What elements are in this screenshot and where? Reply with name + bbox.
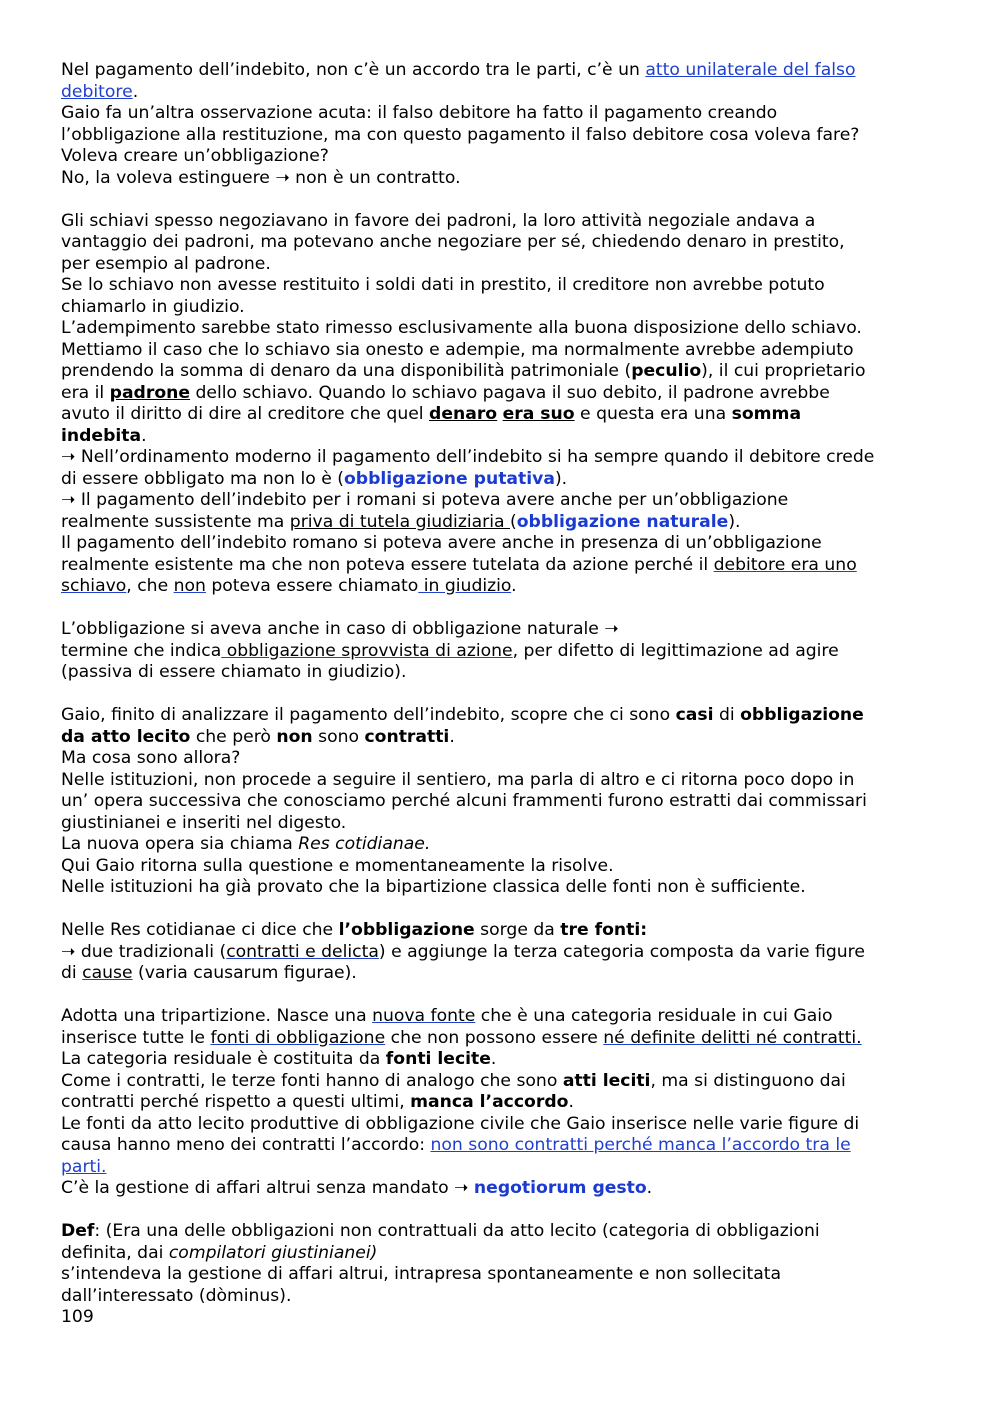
text-segment: obbligazione [740, 705, 864, 725]
text-segment: né definite delitti né contratti. [603, 1027, 862, 1048]
paragraph-gap [61, 899, 941, 921]
text-line [61, 705, 941, 727]
text-segment: atti leciti [562, 1070, 651, 1091]
text-line [61, 447, 941, 469]
text-segment: definita, dai [61, 1242, 169, 1263]
text-segment: Come i contratti, le terze fonti hanno di analogo che sono [61, 1070, 563, 1091]
text-segment: somma [731, 404, 802, 424]
text-line [61, 963, 941, 985]
hyperlink[interactable]: parti. [61, 1156, 107, 1177]
text-segment: obbligazione naturale [516, 511, 729, 532]
paragraph-gap [61, 985, 941, 1007]
text-segment: casi [675, 705, 714, 725]
text-line [61, 211, 941, 233]
text-segment: e questa era una [574, 404, 732, 424]
text-segment: debitore era uno [713, 554, 857, 575]
text-segment: in giudizio [418, 576, 512, 596]
text-segment: , ma si distinguono dai [650, 1070, 846, 1091]
text-line [61, 1178, 941, 1200]
text-line [61, 383, 941, 405]
text-segment: inserisce tutte le [61, 1027, 211, 1048]
text-segment: L’obbligazione si aveva anche in caso di obbligazione naturale ➝ [61, 619, 619, 639]
text-line [61, 1028, 941, 1050]
text-line [61, 254, 941, 276]
text-segment: chiamarlo in giudizio. [61, 296, 245, 317]
text-line [61, 490, 941, 512]
text-segment: ), il cui proprietario [701, 361, 866, 381]
text-line [61, 60, 941, 82]
text-line [61, 727, 941, 749]
text-segment: Mettiamo il caso che lo schiavo sia onesto e adempie, ma normalmente avrebbe adempiuto [61, 339, 854, 360]
text-line [61, 1092, 941, 1114]
page-number: 109 [61, 1307, 94, 1327]
text-segment: Il pagamento dell’indebito romano si poteva avere anche in presenza di un’obbligazione [61, 533, 822, 553]
text-segment: compilatori giustinianei) [168, 1242, 378, 1263]
text-segment: sorge da [474, 920, 561, 940]
text-segment: Voleva creare un’obbligazione? [61, 146, 329, 166]
text-line [61, 1221, 941, 1243]
text-line [61, 856, 941, 878]
text-line [61, 512, 941, 534]
text-line [61, 1006, 941, 1028]
text-segment: di essere obbligato ma non lo è ( [61, 468, 344, 489]
text-segment: Qui Gaio ritorna sulla questione e momentaneamente la risolve. [61, 855, 614, 876]
hyperlink[interactable]: atto unilaterale del falso [645, 60, 856, 80]
text-segment: per esempio al padrone. [61, 253, 271, 274]
text-segment: Nelle istituzioni ha già provato che la bipartizione classica delle fonti non è sufficiente. [61, 877, 806, 897]
text-segment: . [490, 1049, 497, 1069]
text-segment: realmente esistente ma che non poteva essere tutelata da azione perché il [61, 554, 714, 575]
text-segment: Nelle Res cotidianae ci dice che [61, 920, 339, 940]
text-segment: Res cotidianae. [298, 834, 431, 854]
text-segment: Le fonti da atto lecito produttive di obbligazione civile che Gaio inserisce nelle varie figure di [61, 1113, 860, 1134]
text-segment: . [141, 425, 147, 446]
text-line [61, 555, 941, 577]
text-segment: C’è la gestione di affari altrui senza mandato ➝ [61, 1178, 474, 1198]
text-line [61, 82, 941, 104]
text-segment: che però [190, 726, 277, 747]
text-segment: ➝ Nell’ordinamento moderno il pagamento dell’indebito si ha sempre quando il debitore crede [61, 447, 875, 467]
hyperlink[interactable]: non sono contratti perché manca l’accordo tra le [430, 1135, 851, 1155]
text-segment: Gaio, finito di analizzare il pagamento dell’indebito, scopre che ci sono [61, 705, 676, 725]
text-line [61, 920, 941, 942]
text-segment: era il [61, 382, 110, 403]
text-segment: che è una categoria residuale in cui Gaio [475, 1006, 833, 1026]
text-segment: La categoria residuale è costituita da [61, 1049, 386, 1069]
text-segment: Def [61, 1221, 95, 1241]
text-line [61, 619, 941, 641]
text-line [61, 1071, 941, 1093]
paragraph-gap [61, 1200, 941, 1222]
text-segment: . [449, 726, 455, 747]
text-segment: l’obbligazione alla restituzione, ma con questo pagamento il falso debitore cosa voleva fare? [61, 124, 860, 145]
text-segment: nuova fonte [372, 1006, 476, 1026]
text-line [61, 748, 941, 770]
text-line [61, 469, 941, 491]
text-segment: . [511, 576, 517, 596]
text-segment: L’adempimento sarebbe stato rimesso esclusivamente alla buona disposizione dello schiavo. [61, 318, 862, 338]
text-segment: Se lo schiavo non avesse restituito i soldi dati in prestito, il creditore non avrebbe potuto [61, 275, 825, 295]
text-segment: avuto il diritto di dire al creditore che quel [61, 404, 430, 424]
text-segment: Gli schiavi spesso negoziavano in favore dei padroni, la loro attività negoziale andava a [61, 210, 816, 231]
text-segment: fonti lecite [385, 1049, 491, 1069]
text-segment: di [713, 705, 741, 725]
text-segment: poteva essere chiamato [205, 576, 419, 596]
text-line [61, 275, 941, 297]
text-segment: di [61, 963, 83, 983]
text-line [61, 770, 941, 792]
text-line [61, 877, 941, 899]
text-segment: ). [728, 511, 741, 532]
text-segment: (varia causarum figurae). [132, 963, 357, 983]
text-segment: s’intendeva la gestione di affari altrui, intrapresa spontaneamente e non sollecitata [61, 1264, 782, 1284]
text-line [61, 168, 941, 190]
text-line [61, 662, 941, 684]
text-segment: causa hanno meno dei contratti l’accordo: [61, 1135, 431, 1155]
text-line [61, 404, 941, 426]
document-page [61, 60, 941, 1329]
text-line [61, 103, 941, 125]
text-segment: termine che indica [61, 640, 222, 661]
text-line [61, 834, 941, 856]
text-segment: indebita [61, 425, 142, 446]
text-line [61, 1114, 941, 1136]
text-segment: che non possono essere [385, 1027, 604, 1048]
paragraph-gap [61, 684, 941, 706]
text-line [61, 942, 941, 964]
text-segment: contratti e delicta [226, 941, 379, 962]
text-line [61, 318, 941, 340]
text-segment: giustinianei e inseriti nel digesto. [61, 812, 347, 833]
text-segment: l’obbligazione [338, 920, 475, 940]
text-segment: sono [312, 726, 365, 747]
text-segment: Nelle istituzioni, non procede a seguire il sentiero, ma parla di altro e ci ritorna poco dopo in [61, 769, 855, 790]
text-line [61, 1135, 941, 1157]
text-segment: prendendo la somma di denaro da una disponibilità patrimoniale ( [61, 361, 632, 381]
text-segment: Nel pagamento dell’indebito, non c’è un accordo tra le parti, c’è un [61, 60, 646, 80]
text-segment: Adotta una tripartizione. Nasce una [61, 1006, 373, 1026]
text-segment: ➝ due tradizionali ( [61, 941, 227, 962]
text-segment: contratti perché rispetto a questi ultimi, [61, 1092, 411, 1112]
text-line [61, 426, 941, 448]
text-segment: era suo [502, 404, 575, 424]
text-line [61, 146, 941, 168]
text-segment: . [132, 81, 139, 102]
text-line [61, 576, 941, 598]
text-segment: cause [82, 963, 133, 983]
text-segment: Gaio fa un’altra osservazione acuta: il falso debitore ha fatto il pagamento creando [61, 103, 778, 123]
text-line [61, 1286, 941, 1308]
text-segment: No, la voleva estinguere ➝ non è un contratto. [61, 167, 461, 188]
text-segment: . [568, 1092, 574, 1112]
text-line [61, 232, 941, 254]
text-segment: da atto lecito [61, 726, 191, 747]
text-segment: ➝ Il pagamento dell’indebito per i romani si poteva avere anche per un’obbligazione [61, 490, 789, 510]
text-line [61, 1243, 941, 1265]
text-line [61, 1049, 941, 1071]
text-segment: padrone [109, 382, 191, 403]
text-line [61, 340, 941, 362]
text-segment: La nuova opera sia chiama [61, 834, 299, 854]
text-segment: obbligazione sprovvista di azione [221, 640, 513, 661]
text-line [61, 1264, 941, 1286]
text-segment: realmente sussistente ma [61, 511, 290, 532]
text-segment: priva di tutela giudiziaria [289, 511, 510, 532]
text-segment: negotiorum gesto [473, 1178, 647, 1198]
text-segment: : (Era una delle obbligazioni non contrattuali da atto lecito (categoria di obbligazioni [94, 1221, 820, 1241]
text-segment: non [173, 576, 206, 596]
text-line [61, 533, 941, 555]
text-segment: denaro [429, 404, 498, 424]
text-segment: non [276, 726, 313, 747]
text-segment: schiavo [61, 576, 127, 596]
text-segment: contratti [364, 726, 450, 747]
text-segment: un’ opera successiva che conosciamo perché alcuni frammenti furono estratti dai commissari [61, 791, 867, 811]
text-line [61, 641, 941, 663]
text-segment: peculio [631, 361, 702, 381]
text-segment: fonti di obbligazione [210, 1027, 386, 1048]
text-segment: manca l’accordo [410, 1092, 569, 1112]
text-segment: obbligazione putativa [343, 468, 555, 489]
text-line [61, 361, 941, 383]
text-line [61, 791, 941, 813]
text-line [61, 1157, 941, 1179]
text-segment: . [646, 1178, 653, 1198]
text-segment: ). [554, 468, 568, 489]
text-segment: , che [126, 576, 174, 596]
text-segment: ( [510, 511, 517, 532]
text-line [61, 125, 941, 147]
text-segment: tre fonti: [560, 920, 648, 940]
text-segment: , per difetto di legittimazione ad agire [512, 640, 839, 661]
text-line [61, 813, 941, 835]
text-segment: dall’interessato (dòminus). [61, 1285, 292, 1306]
text-segment: ) e aggiunge la terza categoria composta da varie figure [378, 941, 865, 962]
text-line [61, 297, 941, 319]
text-segment: Ma cosa sono allora? [61, 748, 241, 768]
text-segment: dello schiavo. Quando lo schiavo pagava il suo debito, il padrone avrebbe [190, 382, 830, 403]
text-segment: (passiva di essere chiamato in giudizio). [61, 662, 407, 682]
text-segment: vantaggio dei padroni, ma potevano anche negoziare per sé, chiedendo denaro in prestito, [61, 232, 845, 252]
paragraph-gap [61, 598, 941, 620]
paragraph-gap [61, 189, 941, 211]
hyperlink[interactable]: debitore [61, 81, 133, 102]
